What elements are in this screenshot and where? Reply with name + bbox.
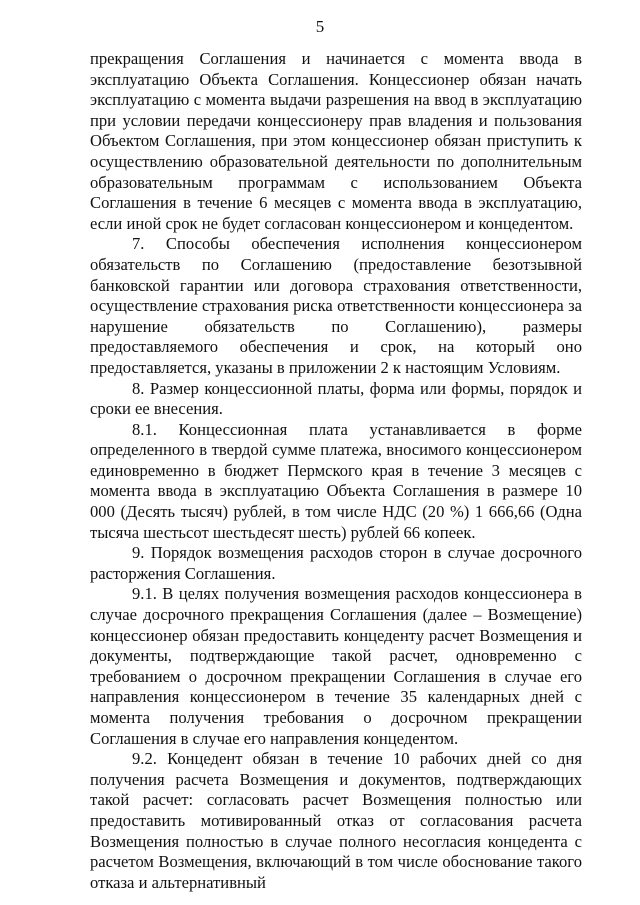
document-body (90, 49, 582, 893)
paragraph-clause-7: 7. Способы обеспечения исполнения концессионером обязательств по Соглашению (предоставление безотзывной банковской гарантии или договора страхования ответственности, осуществление страхования риска ответственности концессионера за нарушение обязательств по Соглашению), размеры предоставляемого обеспечения и срок, на который оно предоставляется, указаны в приложении 2 к настоящим Условиям. (90, 234, 582, 377)
page-number: 5 (315, 17, 325, 36)
paragraph-clause-8-1: 8.1. Концессионная плата устанавливается в форме определенного в твердой сумме платежа, вносимого концессионером единовременно в бюджет Пермского края в течение 3 месяцев с момента ввода в эксплуатацию Объекта Соглашения в размере 10 000 (Десять тысяч) рублей, в том числе НДС (20 %) 1 666,66 (Одна тысяча шестьсот шестьдесят шесть) рублей 66 копеек. (90, 419, 582, 542)
paragraph-clause-9-1: 9.1. В целях получения возмещения расходов концессионера в случае досрочного прекращения Соглашения (далее – Возмещение) концессионер обязан предоставить концеденту расчет Возмещения и документы, подтверждающие такой расчет, одновременно с требованием о досрочном прекращении Соглашения в случае его направления концессионером в течение 35 календарных дней с момента получения требования о досрочном прекращении Соглашения в случае его направления концедентом. (90, 584, 582, 748)
paragraph-clause-9: 9. Порядок возмещения расходов сторон в случае досрочного расторжения Соглашения. (90, 543, 582, 583)
paragraph-clause-8: 8. Размер концессионной платы, форма или формы, порядок и сроки ее внесения. (90, 378, 582, 419)
paragraph-continuation: прекращения Соглашения и начинается с момента ввода в эксплуатацию Объекта Соглашения. Концессионер обязан начать эксплуатацию с момента выдачи разрешения на ввод в эксплуатацию при условии передачи концессионеру прав владения и пользования Объектом Соглашения, при этом концессионер обязан приступить к осуществлению образовательной деятельности по дополнительным образовательным программам с использованием Объекта Соглашения в течение 6 месяцев с момента ввода в эксплуатацию, если иной срок не будет согласован концессионером и концедентом. (90, 49, 582, 233)
paragraph-clause-9-2: 9.2. Концедент обязан в течение 10 рабочих дней со дня получения расчета Возмещения и документов, подтверждающих такой расчет: согласовать расчет Возмещения полностью или предоставить мотивированный отказ от согласования расчета Возмещения полностью в случае полного несогласия концедента с расчетом Возмещения, включающий в том числе обоснование такого отказа и альтернативный (90, 749, 582, 892)
